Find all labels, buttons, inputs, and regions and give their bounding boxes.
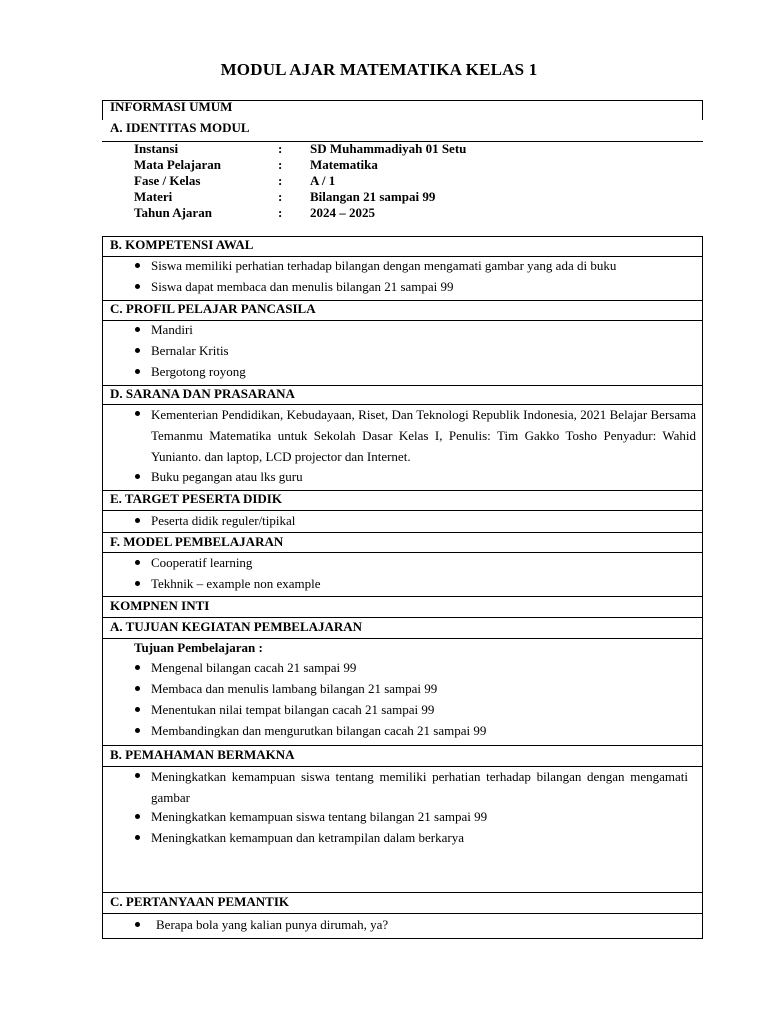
identity-label: Fase / Kelas [134,173,201,188]
list-item: Meningkatkan kemampuan dan ketrampilan dalam berkarya [151,830,464,845]
list-item: Bergotong royong [151,364,246,379]
identity-value: A / 1 [310,173,336,188]
table-border [102,320,703,321]
bullet-icon [135,560,140,565]
table-border [702,100,703,120]
identity-value: Bilangan 21 sampai 99 [310,189,436,204]
identity-separator: : [278,173,283,188]
identity-label: Tahun Ajaran [134,205,212,220]
section-heading-tujuan: A. TUJUAN KEGIATAN PEMBELAJARAN [110,619,363,634]
list-item: Cooperatif learning [151,555,253,570]
table-border [102,510,703,511]
section-heading-pemahaman: B. PEMAHAMAN BERMAKNA [110,747,295,762]
table-border [102,596,703,597]
list-item: Siswa memiliki perhatian terhadap bilangan dengan mengamati gambar yang ada di buku [151,258,617,273]
list-item: Meningkatkan kemampuan siswa tentang memiliki perhatian terhadap bilangan dengan mengamati gambar [151,769,688,805]
identity-value: SD Muhammadiyah 01 Setu [310,141,467,156]
info-header: INFORMASI UMUM [110,99,233,114]
table-border [102,892,703,893]
bullet-icon [135,284,140,289]
identity-value: 2024 – 2025 [310,205,375,220]
list-item: Peserta didik reguler/tipikal [151,513,296,528]
bullet-icon [135,835,140,840]
list-item: Tekhnik – example non example [151,576,321,591]
bullet-icon [135,474,140,479]
section-heading-target: E. TARGET PESERTA DIDIK [110,491,282,506]
identity-label: Instansi [134,141,179,156]
table-border [102,913,703,914]
table-border [102,532,703,533]
list-item: Mengenal bilangan cacah 21 sampai 99 [151,660,357,675]
list-item: Berapa bola yang kalian punya dirumah, ya? [156,917,389,932]
bullet-icon [135,263,140,268]
table-border [102,617,703,618]
table-border [102,256,703,257]
section-heading-komponen: KOMPNEN INTI [110,598,210,613]
bullet-icon [135,922,140,927]
bullet-icon [135,518,140,523]
bullet-icon [135,707,140,712]
list-item: Buku pegangan atau lks guru [151,469,303,484]
identity-value: Matematika [310,157,378,172]
table-border [702,236,703,939]
list-item: Meningkatkan kemampuan siswa tentang bilangan 21 sampai 99 [151,809,488,824]
identity-label: Materi [134,189,173,204]
bullet-icon [135,348,140,353]
identity-label: Mata Pelajaran [134,157,222,172]
table-border [102,100,103,120]
list-item: Membaca dan menulis lambang bilangan 21 sampai 99 [151,681,438,696]
identity-separator: : [278,157,283,172]
identity-separator: : [278,141,283,156]
identitas-heading: A. IDENTITAS MODUL [110,120,250,135]
table-border [102,745,703,746]
section-heading-profil: C. PROFIL PELAJAR PANCASILA [110,301,316,316]
list-item: Mandiri [151,322,193,337]
bullet-icon [135,411,140,416]
identity-separator: : [278,205,283,220]
identity-separator: : [278,189,283,204]
bullet-icon [135,581,140,586]
list-item: Siswa dapat membaca dan menulis bilangan 21 sampai 99 [151,279,454,294]
section-heading-kompetensi: B. KOMPETENSI AWAL [110,237,254,252]
subheading: Tujuan Pembelajaran : [134,640,263,655]
table-border [102,938,703,939]
bullet-icon [135,773,140,778]
table-border [102,552,703,553]
section-heading-pertanyaan: C. PERTANYAAN PEMANTIK [110,894,290,909]
section-heading-sarana: D. SARANA DAN PRASARANA [110,386,295,401]
document-title: MODUL AJAR MATEMATIKA KELAS 1 [220,60,538,79]
bullet-icon [135,369,140,374]
bullet-icon [135,327,140,332]
list-item: Membandingkan dan mengurutkan bilangan cacah 21 sampai 99 [151,723,487,738]
bullet-icon [135,686,140,691]
list-item: Kementerian Pendidikan, Kebudayaan, Riset, Dan Teknologi Republik Indonesia, 2021 Belajar Bersama Temanmu Matematika untuk Sekolah Dasar Kelas I, Penulis: Tim Gakko Tosho Penyadur: Wahid Yunianto. dan laptop, LCD projector dan Internet. [151,407,696,464]
table-border [102,236,103,939]
bullet-icon [135,728,140,733]
bullet-icon [135,814,140,819]
bullet-icon [135,665,140,670]
table-border [102,638,703,639]
list-item: Menentukan nilai tempat bilangan cacah 21 sampai 99 [151,702,435,717]
section-heading-model: F. MODEL PEMBELAJARAN [110,534,284,549]
list-item: Bernalar Kritis [151,343,229,358]
